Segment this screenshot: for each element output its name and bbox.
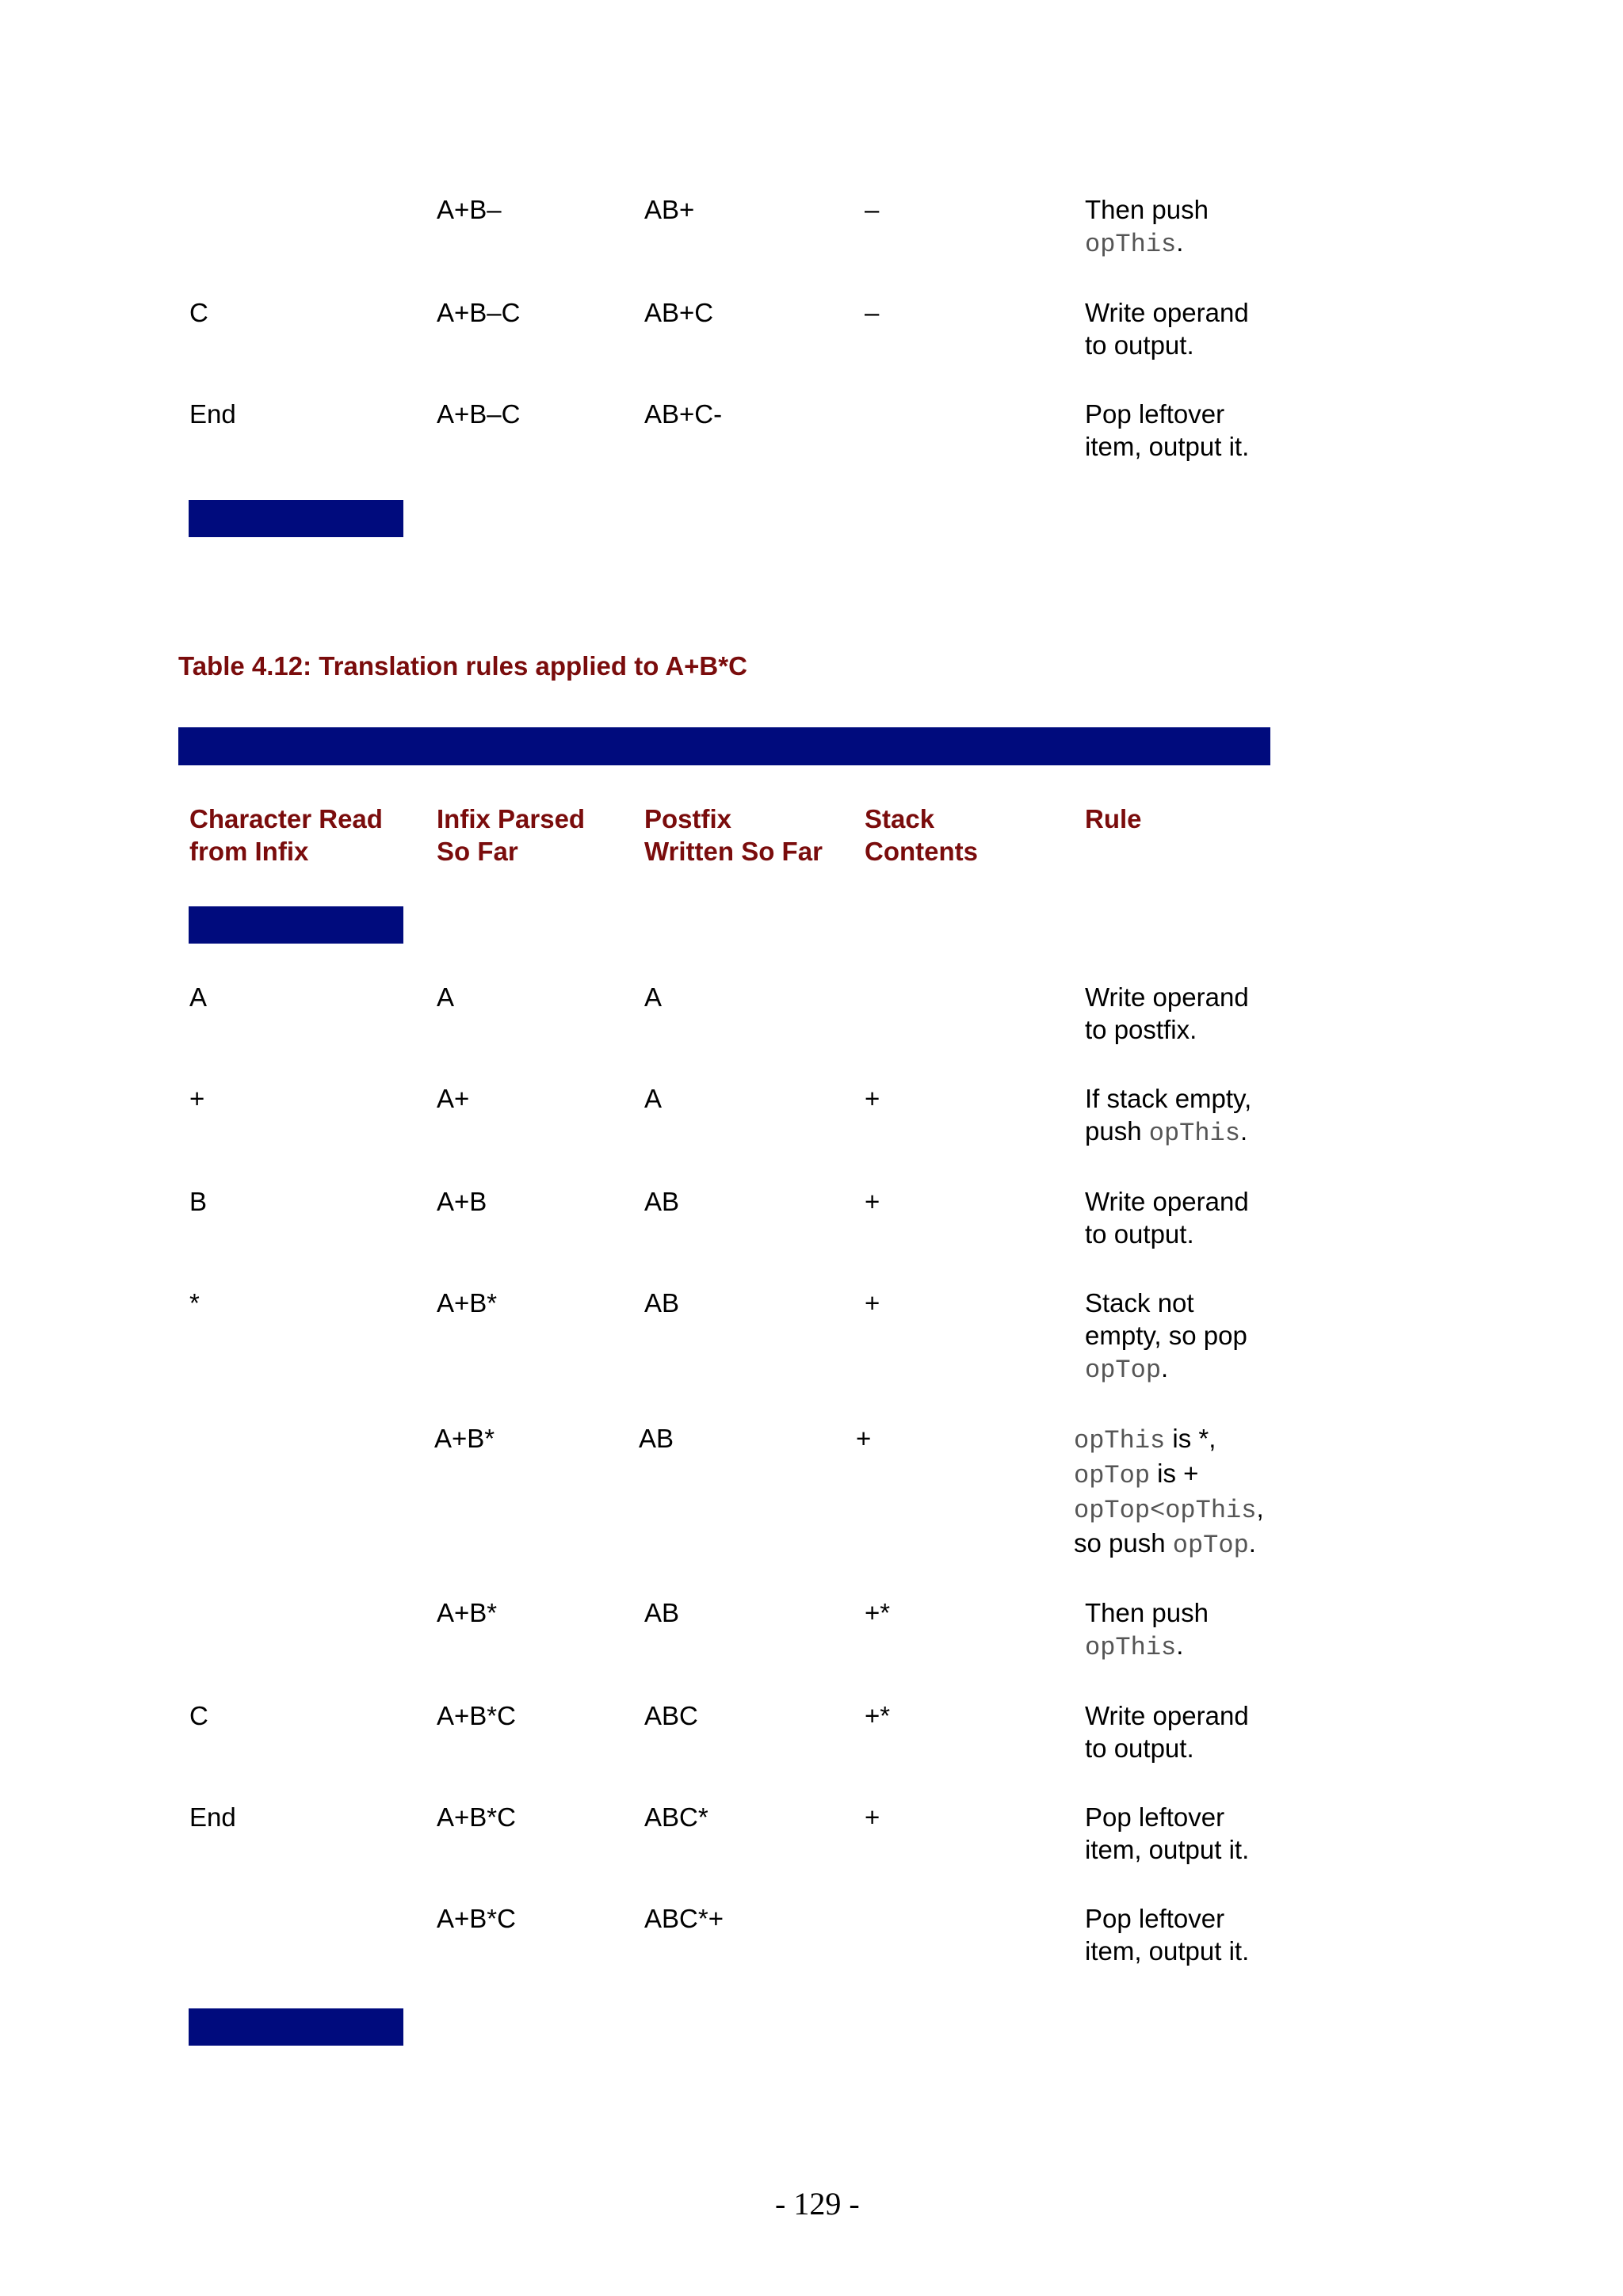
header-bottom-bar — [189, 906, 403, 944]
table-end-bar — [189, 2008, 403, 2046]
header-rule — [1085, 803, 1142, 835]
code-fragment: opThis — [1074, 1426, 1166, 1455]
cell-postfix: AB — [644, 1288, 680, 1318]
rule-text: item, output it. — [1085, 432, 1250, 461]
rule-text: Pop leftover — [1085, 399, 1225, 429]
rule-text: . — [1176, 227, 1184, 257]
cell-stack: + — [856, 1424, 872, 1453]
cell-postfix: AB+ — [644, 195, 695, 224]
rule-text: . — [1176, 1630, 1184, 1660]
rule-text: is + — [1150, 1459, 1199, 1488]
cell-stack: + — [865, 1084, 880, 1113]
rule-line — [1074, 1422, 1264, 1457]
header-infix-parsed — [437, 803, 585, 868]
table-caption: Table 4.12: Translation rules applied to A+B*C — [178, 651, 747, 681]
cell-rule — [1085, 1902, 1249, 1967]
rule-text: push — [1085, 1116, 1149, 1146]
cell-postfix: ABC* — [644, 1802, 708, 1832]
rule-line — [1085, 1629, 1209, 1664]
header-line: Contents — [865, 837, 978, 866]
code-fragment: opThis — [1085, 230, 1177, 259]
cell-stack: +* — [865, 1701, 891, 1730]
header-line: Rule — [1085, 804, 1142, 833]
rule-text: Write operand — [1085, 1187, 1249, 1216]
rule-text: Then push — [1085, 1598, 1209, 1627]
rule-text: to output. — [1085, 330, 1194, 360]
rule-line — [1074, 1457, 1264, 1492]
header-line: Character Read — [189, 804, 383, 833]
rule-line — [1085, 1732, 1249, 1764]
prev-table-end-bar — [189, 500, 403, 537]
rule-text: Write operand — [1085, 1701, 1249, 1730]
cell-infix: A+B* — [437, 1288, 498, 1318]
cell-rule — [1085, 398, 1249, 463]
code-fragment: opTop<opThis — [1074, 1496, 1257, 1525]
cell-postfix: AB — [639, 1424, 674, 1453]
rule-line — [1085, 1801, 1249, 1833]
rule-line — [1085, 1902, 1249, 1935]
rule-line — [1085, 1319, 1247, 1352]
code-fragment: opTop — [1074, 1461, 1151, 1490]
cell-infix: A+B* — [434, 1424, 495, 1453]
rule-text: so push — [1074, 1528, 1173, 1558]
code-fragment: opTop — [1172, 1531, 1249, 1560]
rule-line — [1085, 1082, 1251, 1115]
cell-rule — [1085, 1287, 1247, 1386]
cell-rule — [1085, 1699, 1249, 1764]
cell-postfix: A — [644, 1084, 663, 1113]
rule-text: , — [1256, 1493, 1264, 1523]
cell-infix: A+B– — [437, 195, 502, 224]
rule-text: . — [1248, 1528, 1256, 1558]
rule-line — [1085, 1287, 1247, 1319]
cell-char: + — [189, 1084, 205, 1113]
rule-line — [1085, 1596, 1209, 1629]
cell-rule — [1085, 1185, 1249, 1250]
cell-postfix: ABC — [644, 1701, 698, 1730]
rule-line — [1085, 1833, 1249, 1866]
rule-line — [1085, 1115, 1251, 1150]
header-line: Infix Parsed — [437, 804, 586, 833]
rule-text: empty, so pop — [1085, 1321, 1247, 1350]
table-top-bar — [178, 727, 1270, 765]
cell-char: C — [189, 298, 208, 327]
rule-text: Then push — [1085, 195, 1209, 224]
rule-text: Write operand — [1085, 298, 1249, 327]
rule-line — [1085, 329, 1249, 361]
header-postfix-written — [644, 803, 823, 868]
rule-line — [1085, 1185, 1249, 1218]
cell-char: End — [189, 1802, 236, 1832]
cell-char: * — [189, 1288, 200, 1318]
rule-line — [1085, 1699, 1249, 1732]
header-line: So Far — [437, 837, 518, 866]
rule-text: . — [1161, 1353, 1169, 1383]
cell-rule — [1085, 1801, 1249, 1866]
cell-stack: – — [865, 298, 880, 327]
cell-stack: + — [865, 1802, 880, 1832]
rule-line — [1085, 1352, 1247, 1386]
cell-postfix: AB — [644, 1598, 680, 1627]
rule-text: Pop leftover — [1085, 1904, 1225, 1933]
cell-infix: A+B* — [437, 1598, 498, 1627]
cell-stack: + — [865, 1288, 880, 1318]
header-line: from Infix — [189, 837, 309, 866]
header-stack-contents — [865, 803, 978, 868]
cell-infix: A+B — [437, 1187, 487, 1216]
rule-line — [1085, 430, 1249, 463]
header-line: Written So Far — [644, 837, 823, 866]
cell-char: End — [189, 399, 236, 429]
cell-infix: A+B*C — [437, 1701, 516, 1730]
cell-postfix: A — [644, 982, 663, 1012]
cell-postfix: AB — [644, 1187, 680, 1216]
rule-line — [1085, 1218, 1249, 1250]
header-line: Postfix — [644, 804, 732, 833]
rule-line — [1085, 226, 1209, 261]
cell-rule — [1085, 193, 1209, 261]
page-number: - 129 - — [775, 2186, 860, 2222]
rule-line — [1085, 1935, 1249, 1967]
rule-text: Stack not — [1085, 1288, 1194, 1318]
rule-text: . — [1239, 1116, 1248, 1146]
rule-text: item, output it. — [1085, 1835, 1250, 1864]
cell-infix: A+ — [437, 1084, 470, 1113]
rule-line — [1085, 398, 1249, 430]
cell-infix: A+B–C — [437, 298, 521, 327]
header-char-read — [189, 803, 383, 868]
rule-line — [1074, 1527, 1264, 1562]
rule-text: is *, — [1165, 1424, 1216, 1453]
code-fragment: opTop — [1085, 1356, 1162, 1385]
cell-rule — [1085, 296, 1249, 361]
cell-infix: A+B–C — [437, 399, 521, 429]
rule-line — [1085, 1013, 1249, 1046]
rule-text: Write operand — [1085, 982, 1249, 1012]
rule-text: If stack empty, — [1085, 1084, 1252, 1113]
rule-line — [1085, 296, 1249, 329]
rule-text: to output. — [1085, 1733, 1194, 1763]
cell-rule — [1074, 1422, 1264, 1562]
cell-stack: – — [865, 195, 880, 224]
cell-char: B — [189, 1187, 208, 1216]
cell-rule — [1085, 981, 1249, 1046]
cell-stack: +* — [865, 1598, 891, 1627]
cell-infix: A+B*C — [437, 1904, 516, 1933]
cell-rule — [1085, 1596, 1209, 1664]
cell-infix: A — [437, 982, 455, 1012]
code-fragment: opThis — [1085, 1633, 1177, 1662]
rule-line — [1085, 193, 1209, 226]
code-fragment: opThis — [1148, 1119, 1240, 1148]
cell-rule — [1085, 1082, 1251, 1150]
rule-line — [1074, 1492, 1264, 1527]
rule-text: Pop leftover — [1085, 1802, 1225, 1832]
cell-postfix: AB+C- — [644, 399, 723, 429]
rule-line — [1085, 981, 1249, 1013]
cell-char: C — [189, 1701, 208, 1730]
cell-char: A — [189, 982, 208, 1012]
header-line: Stack — [865, 804, 935, 833]
cell-postfix: AB+C — [644, 298, 714, 327]
cell-stack: + — [865, 1187, 880, 1216]
cell-postfix: ABC*+ — [644, 1904, 724, 1933]
rule-text: to output. — [1085, 1219, 1194, 1249]
rule-text: to postfix. — [1085, 1015, 1197, 1044]
rule-text: item, output it. — [1085, 1936, 1250, 1966]
cell-infix: A+B*C — [437, 1802, 516, 1832]
